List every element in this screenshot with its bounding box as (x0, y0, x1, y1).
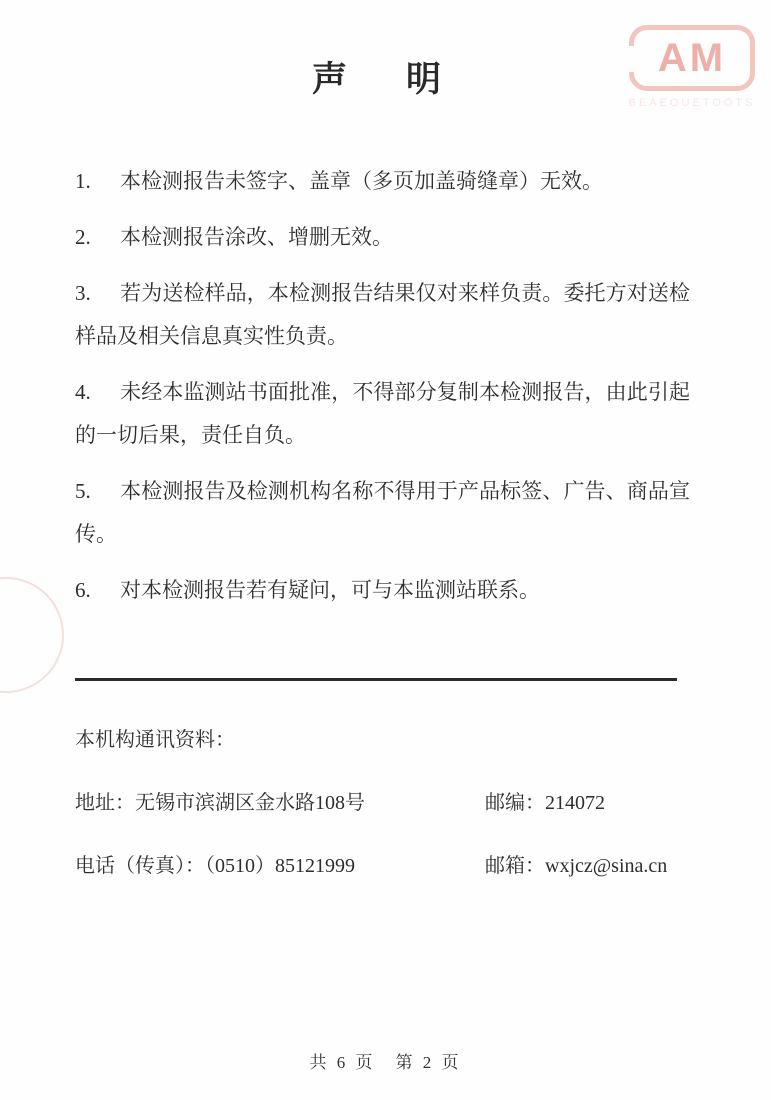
address-label: 地址： (75, 792, 135, 814)
page-footer: 共 6 页 第 2 页 (309, 1053, 462, 1072)
statement-number: 3. (75, 281, 91, 305)
statement-item-2 (75, 216, 690, 259)
statement-text: 本检测报告涂改、增删无效。 (120, 225, 393, 249)
statement-number: 4. (75, 380, 91, 404)
phone-label: 电话（传真）： (75, 855, 205, 877)
postcode-label: 邮编： (485, 792, 545, 814)
page-title: 声 明 (311, 60, 453, 99)
statements-list (75, 160, 690, 612)
address-value: 无锡市滨湖区金水路108号 (135, 792, 365, 814)
contact-row-phone (75, 849, 690, 878)
phone-field (75, 849, 485, 878)
am-stamp-border (629, 25, 755, 91)
statement-text: 若为送检样品，本检测报告结果仅对来样负责。委托方对送检样品及相关信息真实性负责。 (75, 281, 690, 348)
am-stamp-subtext: BEAEOUETOOTS (628, 97, 756, 109)
statement-number: 5. (75, 479, 91, 503)
address-field (75, 786, 485, 815)
am-stamp-border-gap (627, 46, 636, 72)
postcode-field (485, 786, 690, 815)
statement-item-4 (75, 371, 690, 457)
am-stamp-logo: AM (657, 35, 727, 80)
statement-text: 本检测报告未签字、盖章（多页加盖骑缝章）无效。 (120, 169, 603, 193)
am-stamp (627, 25, 757, 109)
statement-number: 2. (75, 225, 91, 249)
statement-text: 未经本监测站书面批准，不得部分复制本检测报告，由此引起的一切后果，责任自负。 (75, 380, 690, 447)
postcode-value: 214072 (545, 792, 605, 814)
statement-item-6 (75, 569, 690, 612)
phone-value: （0510）85121999 (205, 855, 355, 877)
statement-text: 对本检测报告若有疑问，可与本监测站联系。 (120, 578, 540, 602)
statement-number: 1. (75, 169, 91, 193)
contact-row-address (75, 786, 690, 815)
statement-item-5 (75, 470, 690, 556)
contact-heading: 本机构通讯资料： (75, 729, 235, 751)
statement-item-3 (75, 272, 690, 358)
page-content (0, 52, 771, 878)
email-value: wxjcz@sina.cn (545, 855, 668, 877)
horizontal-divider (75, 678, 677, 681)
statement-item-1 (75, 160, 690, 203)
statement-text: 本检测报告及检测机构名称不得用于产品标签、广告、商品宣传。 (75, 479, 690, 546)
email-field (485, 849, 690, 878)
statement-number: 6. (75, 578, 91, 602)
email-label: 邮箱： (485, 855, 545, 877)
